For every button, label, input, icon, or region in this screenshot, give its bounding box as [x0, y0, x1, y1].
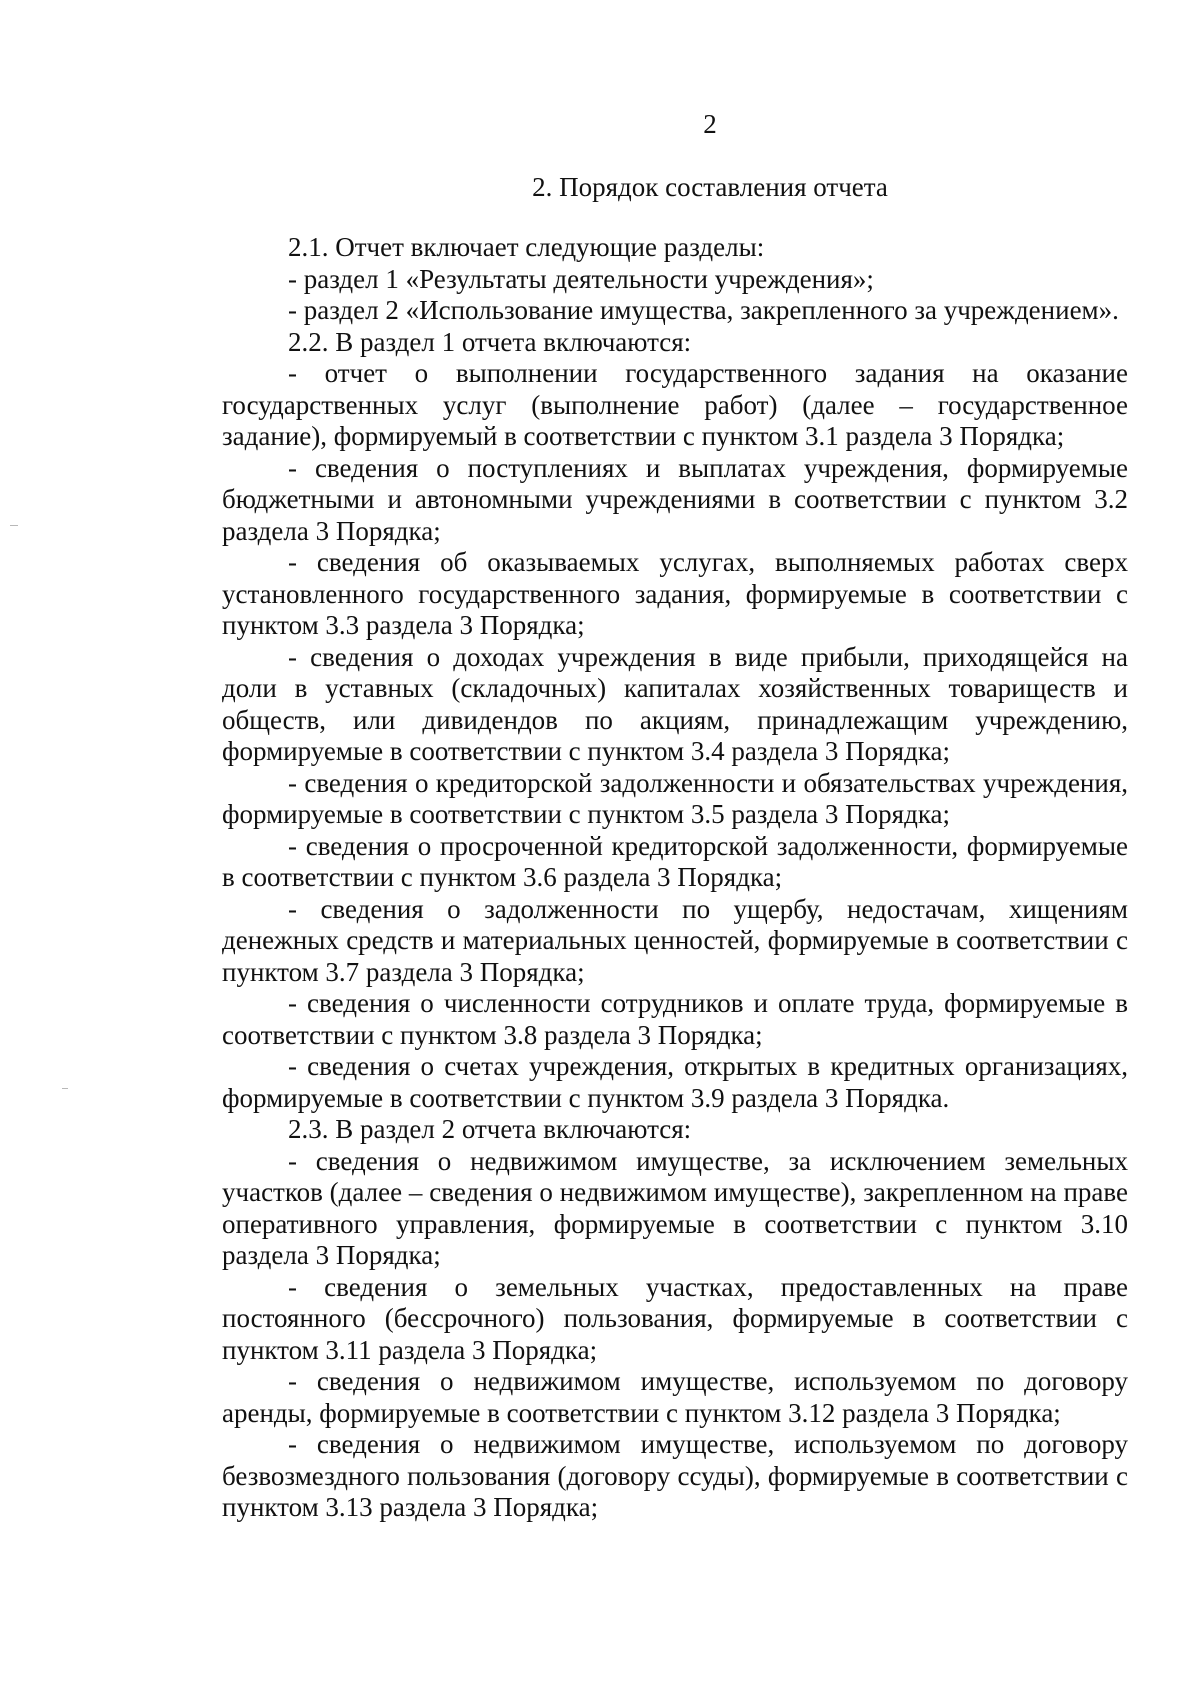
- scan-artifact-mark: [10, 525, 18, 526]
- paragraph: 2.2. В раздел 1 отчета включаются:: [288, 326, 692, 357]
- paragraph: - сведения о счетах учреждения, открытых в кредитных организациях, формируемые в соответствии с пунктом 3.9 раздела 3 Порядка.: [222, 1051, 1128, 1113]
- paragraph: - сведения о доходах учреждения в виде прибыли, приходящейся на доли в уставных (складочных) капиталах хозяйственных товариществ и обществ, или дивидендов по акциям, принадлежащим учреждению, формируемые в соответствии с пунктом 3.4 раздела 3 Порядка;: [222, 641, 1128, 766]
- paragraph: - раздел 2 «Использование имущества, закрепленного за учреждением».: [288, 295, 1119, 325]
- section-heading: 2. Порядок составления отчета: [532, 172, 888, 202]
- paragraph: 2.1. Отчет включает следующие разделы:: [288, 232, 765, 262]
- body-text: [222, 232, 1128, 1524]
- paragraph: - сведения об оказываемых услугах, выполняемых работах сверх установленного государственного задания, формируемые в соответствии с пунктом 3.3 раздела 3 Порядка;: [222, 547, 1128, 640]
- paragraph: - сведения о кредиторской задолженности и обязательствах учреждения, формируемые в соответствии с пунктом 3.5 раздела 3 Порядка;: [222, 767, 1128, 829]
- paragraph: - сведения о недвижимом имуществе, используемом по договору безвозмездного пользования (договору ссуды), формируемые в соответствии с пунктом 3.13 раздела 3 Порядка;: [222, 1429, 1128, 1522]
- page-number: 2: [703, 109, 717, 139]
- paragraph: - раздел 1 «Результаты деятельности учреждения»;: [288, 263, 874, 294]
- paragraph: 2.3. В раздел 2 отчета включаются:: [288, 1114, 692, 1144]
- paragraph: - сведения о поступлениях и выплатах учреждения, формируемые бюджетными и автономными учреждениями в соответствии с пунктом 3.2 раздела 3 Порядка;: [222, 452, 1128, 546]
- paragraph: - сведения о просроченной кредиторской задолженности, формируемые в соответствии с пунктом 3.6 раздела 3 Порядка;: [222, 830, 1128, 892]
- paragraph: - сведения о недвижимом имуществе, за исключением земельных участков (далее – сведения о недвижимом имуществе), закрепленном на праве оперативного управления, формируемые в соответствии с пунктом 3.10 раздела 3 Порядка;: [222, 1145, 1128, 1270]
- paragraph: - сведения о земельных участках, предоставленных на праве постоянного (бессрочного) пользования, формируемые в соответствии с пунктом 3.11 раздела 3 Порядка;: [222, 1271, 1128, 1365]
- paragraph: - сведения о недвижимом имуществе, используемом по договору аренды, формируемые в соответствии с пунктом 3.12 раздела 3 Порядка;: [222, 1366, 1128, 1428]
- paragraph: - отчет о выполнении государственного задания на оказание государственных услуг (выполнение работ) (далее – государственное задание), формируемый в соответствии с пунктом 3.1 раздела 3 Порядка;: [222, 358, 1128, 451]
- paragraph: - сведения о численности сотрудников и оплате труда, формируемые в соответствии с пунктом 3.8 раздела 3 Порядка;: [222, 988, 1128, 1050]
- scan-artifact-mark: [62, 1088, 68, 1089]
- paragraph: - сведения о задолженности по ущербу, недостачам, хищениям денежных средств и материальных ценностей, формируемые в соответствии с пунктом 3.7 раздела 3 Порядка;: [222, 893, 1128, 987]
